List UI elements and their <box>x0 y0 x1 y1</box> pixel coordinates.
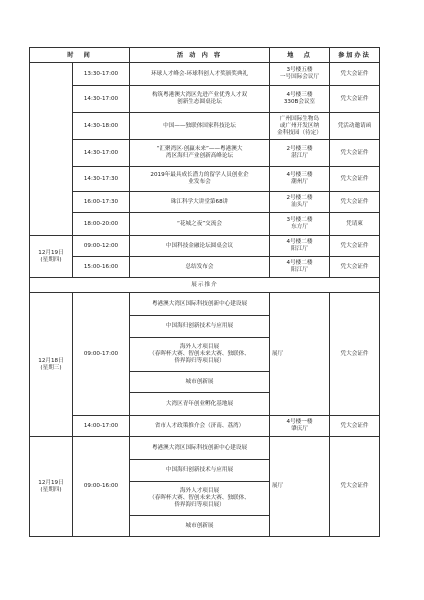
exhibition-item: 海外人才项目展 （春晖杯大赛、智创未来大赛、独联体、 侨界海归等项目展） <box>130 338 270 372</box>
exhibition-item: 粤港澳大湾区国际科技创新中心建设展 <box>130 293 270 316</box>
date-cell: 12月19日 (星期四) <box>30 236 73 278</box>
method-cell: 凭大会证件 <box>330 236 380 257</box>
section-title: 展示推介 <box>30 278 380 293</box>
schedule-table <box>29 47 380 537</box>
activity-cell: 环球人才峰会-环球科创人才奖颁奖典礼 <box>130 63 270 86</box>
activity-cell: 2019年最具成长潜力的留学人员创业企 业发布会 <box>130 167 270 192</box>
exhibition-item: 粤港澳大湾区国际科技创新中心建设展 <box>130 437 270 460</box>
time-cell: 13:30-17:00 <box>73 63 130 86</box>
location-cell: 3号楼二楼 东方厅 <box>270 213 330 236</box>
time-cell: 14:30-17:30 <box>73 167 130 192</box>
exhibition-item: 中国海归创新技术与应用展 <box>130 460 270 482</box>
activity-row <box>30 86 380 113</box>
activity-cell: 珠江科学大讲堂第68讲 <box>130 192 270 213</box>
header-method: 参加办法 <box>330 48 380 63</box>
time-cell: 14:30-17:00 <box>73 86 130 113</box>
time-cell: 14:30-18:00 <box>73 113 130 140</box>
exhibition-item: 中国海归创新技术与应用展 <box>130 316 270 338</box>
time-cell: 18:00-20:00 <box>73 213 130 236</box>
exhibition-item: 大湾区青年创业孵化基地展 <box>130 393 270 416</box>
method-cell: 凭活动邀请函 <box>330 113 380 140</box>
activity-cell: 总结发布会 <box>130 257 270 278</box>
time-cell: 09:00-17:00 <box>73 293 130 416</box>
method-cell: 凭大会证件 <box>330 257 380 278</box>
location-cell: 4号楼二楼 阳江厅 <box>270 257 330 278</box>
exhibition-item: 城市创新展 <box>130 516 270 537</box>
activity-cell: 中国科技金融论坛圆桌会议 <box>130 236 270 257</box>
activity-row <box>30 257 380 278</box>
header-time: 时 间 <box>30 48 130 63</box>
activity-row <box>30 213 380 236</box>
exhibition-row <box>30 437 380 460</box>
exhibition-item: 城市创新展 <box>130 372 270 393</box>
section-row <box>30 278 380 293</box>
time-cell: 16:00-17:30 <box>73 192 130 213</box>
header-location: 地 点 <box>270 48 330 63</box>
activity-row <box>30 416 380 437</box>
header-activity: 活 动 内 容 <box>130 48 270 63</box>
activity-row <box>30 140 380 167</box>
location-cell: 4号楼二楼 阳江厅 <box>270 236 330 257</box>
exhibition-item: 海外人才项目展 （春晖杯大赛、智创未来大赛、独联体、 侨界海归等项目展） <box>130 482 270 516</box>
location-cell: 广州国际生物岛 或广州开发区纳 金科技园（待定） <box>270 113 330 140</box>
activity-cell: “汇聚湾区·创赢未来”——粤港澳大 湾区海归产业创新高峰论坛 <box>130 140 270 167</box>
method-cell: 凭大会证件 <box>330 437 380 537</box>
activity-cell: “花城之夜”交流会 <box>130 213 270 236</box>
date-cell: 12月19日 (星期四) <box>30 437 73 537</box>
location-cell: 2号楼三楼 湛江厅 <box>270 140 330 167</box>
location-cell: 展厅 <box>270 437 330 537</box>
activity-row <box>30 113 380 140</box>
time-cell: 09:00-12:00 <box>73 236 130 257</box>
method-cell: 凭大会证件 <box>330 140 380 167</box>
activity-cell: 构筑粤港澳大湾区先进产业优秀人才双 创新生态圆桌论坛 <box>130 86 270 113</box>
method-cell: 凭大会证件 <box>330 86 380 113</box>
method-cell: 凭大会证件 <box>330 192 380 213</box>
exhibition-row <box>30 293 380 316</box>
location-cell: 4号楼三楼 330B会议室 <box>270 86 330 113</box>
activity-row <box>30 236 380 257</box>
location-cell: 4号楼三楼 潮州厅 <box>270 167 330 192</box>
time-cell: 09:00-16:00 <box>73 437 130 537</box>
date-cell: 12月18日 (星期三) <box>30 293 73 437</box>
date-cell-blank <box>30 63 73 236</box>
activity-row <box>30 63 380 86</box>
time-cell: 14:30-17:00 <box>73 140 130 167</box>
activity-row <box>30 167 380 192</box>
location-cell: 4号楼一楼 肇庆厅 <box>270 416 330 437</box>
time-cell: 15:00-16:00 <box>73 257 130 278</box>
method-cell: 凭大会证件 <box>330 63 380 86</box>
location-cell: 3号楼五楼 一号国际会议厅 <box>270 63 330 86</box>
method-cell: 凭请柬 <box>330 213 380 236</box>
location-cell: 2号楼二楼 汕头厅 <box>270 192 330 213</box>
method-cell: 凭大会证件 <box>330 167 380 192</box>
header-row <box>30 48 380 63</box>
activity-cell: 省市人才政策推介会（济南、荔湾） <box>130 416 270 437</box>
method-cell: 凭大会证件 <box>330 293 380 416</box>
method-cell: 凭大会证件 <box>330 416 380 437</box>
time-cell: 14:00-17:00 <box>73 416 130 437</box>
location-cell: 展厅 <box>270 293 330 416</box>
activity-cell: 中国——独联体国家科技论坛 <box>130 113 270 140</box>
activity-row <box>30 192 380 213</box>
